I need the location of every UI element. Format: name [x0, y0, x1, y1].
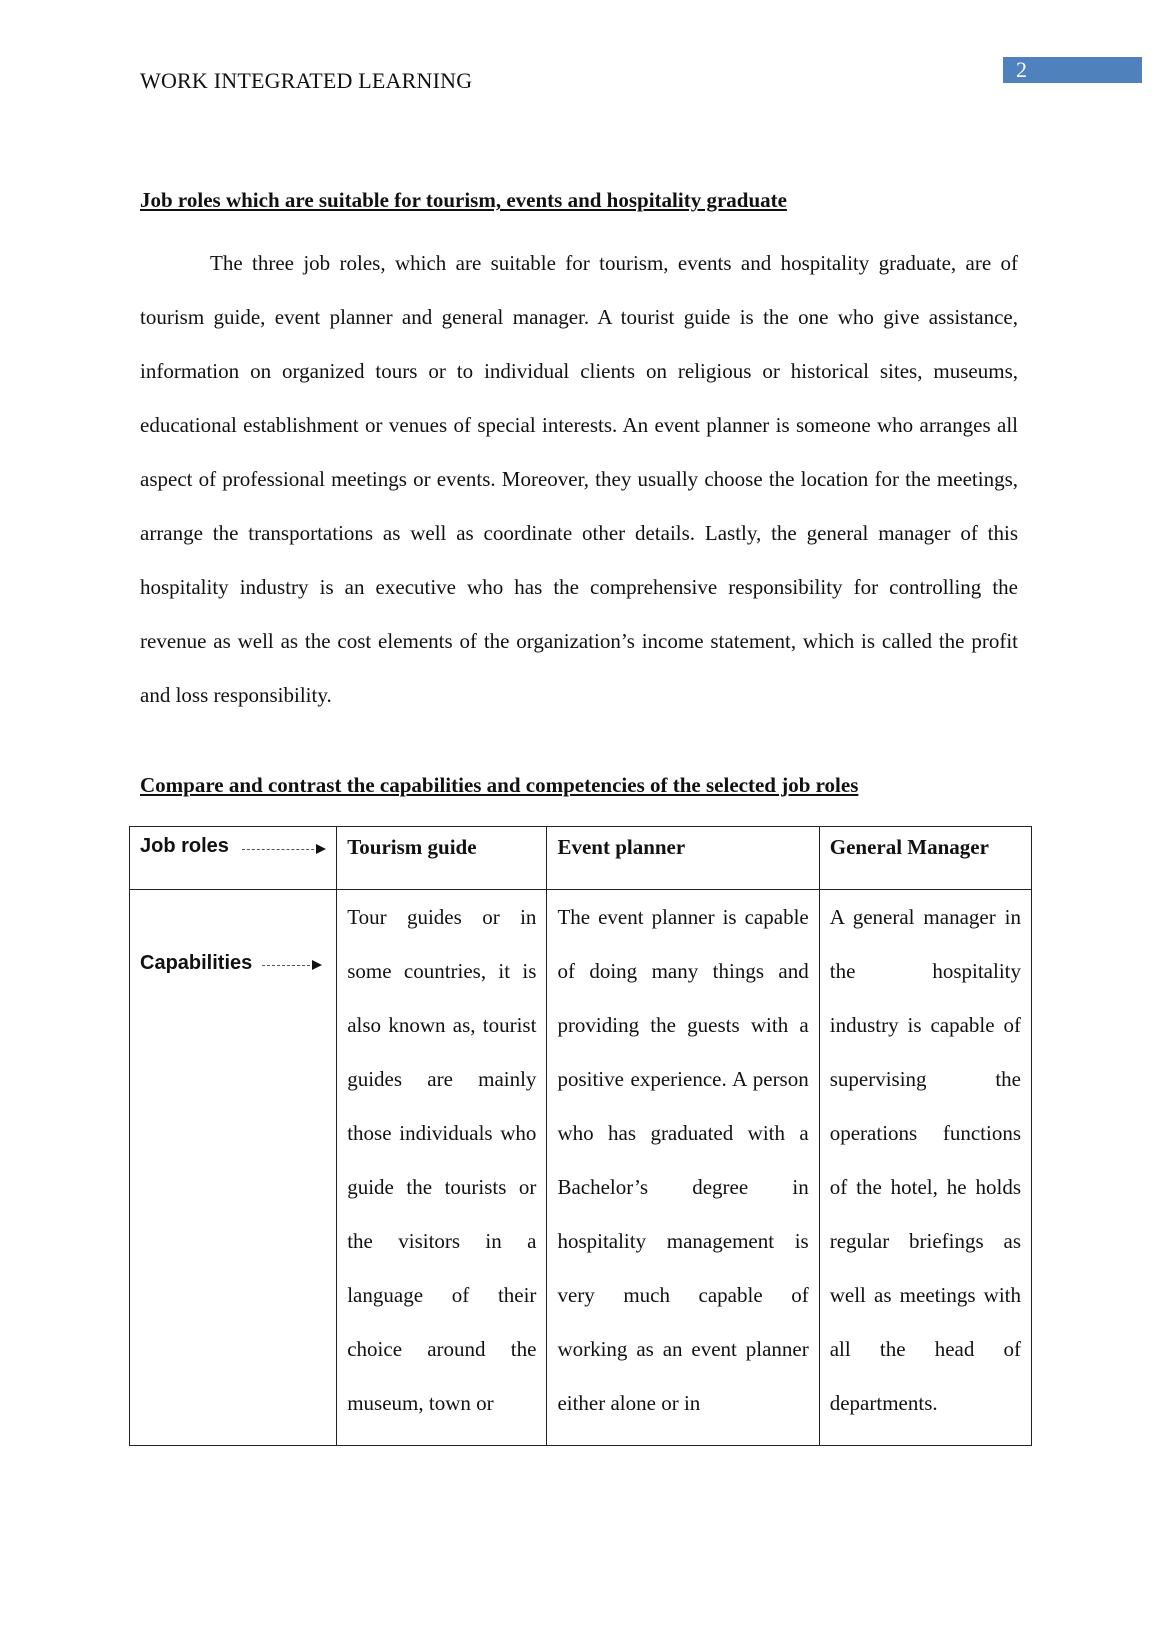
job-roles-table: [129, 826, 1032, 1446]
table-row: [130, 890, 1032, 1446]
header-cell-tourism-guide: Tourism guide: [337, 827, 547, 890]
cell-general-manager-capabilities: A general manager in the hospitality industry is capable of supervising the operations functions of the hotel, he holds regular briefings as well as meetings with all the head of departments.: [819, 890, 1031, 1446]
arrow-right-icon: [262, 965, 320, 966]
job-roles-label: Job roles: [140, 835, 229, 857]
cell-tourism-guide-capabilities: Tour guides or in some countries, it is also known as, tourist guides are mainly those individuals who guide the tourists or the visitors in a language of their choice around the museum, town or: [337, 890, 547, 1446]
header-cell-event-planner: Event planner: [547, 827, 819, 890]
page-number-badge: [1003, 57, 1142, 83]
running-header: WORK INTEGRATED LEARNING: [140, 68, 473, 93]
table-header-row: [130, 827, 1032, 890]
header-cell-job-roles: [130, 827, 337, 890]
section-heading-job-roles: Job roles which are suitable for tourism, events and hospitality graduate: [140, 188, 787, 212]
section-heading-compare: Compare and contrast the capabilities and competencies of the selected job roles: [140, 773, 859, 797]
capabilities-label: Capabilities: [140, 952, 253, 974]
cell-event-planner-capabilities: The event planner is capable of doing many things and providing the guests with a positive experience. A person who has graduated with a Bachelor’s degree in hospitality management is very much capable of working as an event planner either alone or in: [547, 890, 819, 1446]
arrow-right-icon: [242, 849, 324, 850]
row-label-cell: [130, 890, 337, 1446]
body-paragraph: The three job roles, which are suitable for tourism, events and hospitality graduate, are of tourism guide, event planner and general manager. A tourist guide is the one who give assistance, information on organized tours or to individual clients on religious or historical sites, museums, educational establishment or venues of special interests. An event planner is someone who arranges all aspect of professional meetings or events. Moreover, they usually choose the location for the meetings, arrange the transportations as well as coordinate other details. Lastly, the general manager of this hospitality industry is an executive who has the comprehensive responsibility for controlling the revenue as well as the cost elements of the organization’s income statement, which is called the profit and loss responsibility.: [140, 251, 1018, 707]
page-number: 2: [1016, 57, 1027, 82]
header-cell-general-manager: General Manager: [819, 827, 1031, 890]
